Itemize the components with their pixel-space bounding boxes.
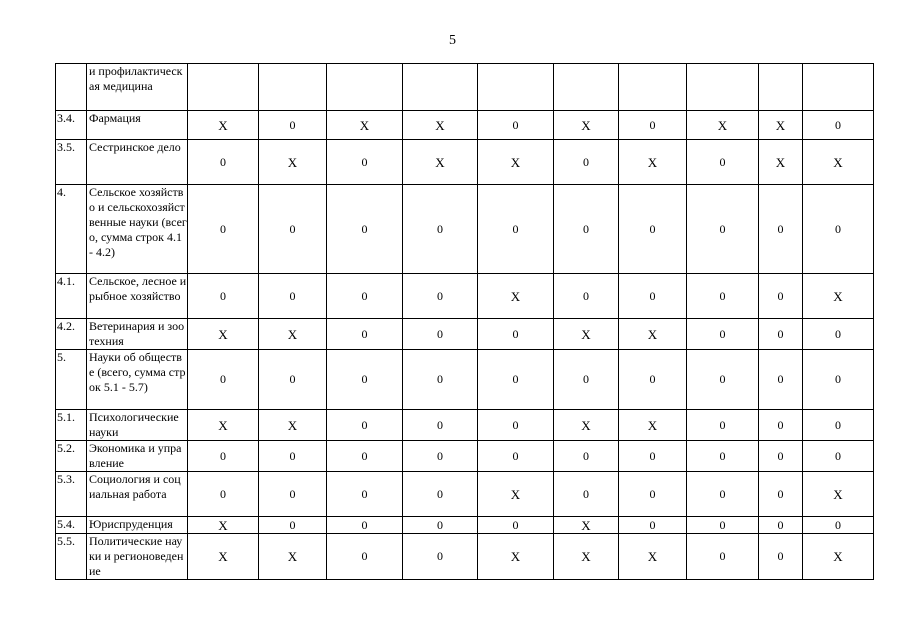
value-cell: X — [619, 410, 687, 441]
value-cell: 0 — [619, 111, 687, 140]
value-cell: 0 — [759, 441, 803, 472]
value-cell: 0 — [478, 517, 554, 534]
page-number: 5 — [449, 33, 456, 48]
value-cell: X — [188, 534, 259, 580]
value-cell: X — [554, 534, 619, 580]
value-cell: 0 — [259, 274, 327, 319]
value-cell: X — [803, 274, 874, 319]
value-cell: X — [803, 472, 874, 517]
value-cell: 0 — [759, 410, 803, 441]
value-cell: X — [478, 274, 554, 319]
value-cell — [759, 64, 803, 111]
value-cell: 0 — [687, 350, 759, 410]
value-cell: 0 — [327, 185, 403, 274]
value-cell: 0 — [327, 274, 403, 319]
value-cell: 0 — [687, 274, 759, 319]
value-cell: 0 — [327, 534, 403, 580]
value-cell: X — [188, 410, 259, 441]
value-cell: 0 — [619, 350, 687, 410]
value-cell: 0 — [687, 517, 759, 534]
row-name: Сестринское дело — [87, 140, 188, 185]
value-cell: 0 — [554, 472, 619, 517]
value-cell: X — [554, 111, 619, 140]
value-cell: 0 — [403, 410, 478, 441]
value-cell: 0 — [188, 441, 259, 472]
value-cell: X — [478, 472, 554, 517]
value-cell: 0 — [478, 441, 554, 472]
value-cell — [259, 64, 327, 111]
value-cell: X — [687, 111, 759, 140]
value-cell: 0 — [327, 441, 403, 472]
value-cell: 0 — [259, 350, 327, 410]
value-cell: 0 — [259, 111, 327, 140]
value-cell: X — [759, 140, 803, 185]
value-cell: 0 — [803, 517, 874, 534]
value-cell: 0 — [327, 350, 403, 410]
value-cell: 0 — [759, 185, 803, 274]
table-row — [56, 140, 874, 185]
table-row — [56, 350, 874, 410]
value-cell: X — [327, 111, 403, 140]
value-cell: X — [188, 319, 259, 350]
row-number: 5. — [56, 350, 87, 410]
value-cell — [403, 64, 478, 111]
value-cell: 0 — [687, 140, 759, 185]
value-cell: 0 — [327, 517, 403, 534]
row-name: Психологические науки — [87, 410, 188, 441]
row-name: Экономика и управление — [87, 441, 188, 472]
value-cell: X — [619, 140, 687, 185]
table-body — [56, 64, 874, 580]
row-number: 3.4. — [56, 111, 87, 140]
value-cell: 0 — [554, 185, 619, 274]
value-cell: 0 — [554, 350, 619, 410]
value-cell: 0 — [478, 350, 554, 410]
table-row — [56, 472, 874, 517]
row-number: 3.5. — [56, 140, 87, 185]
value-cell: 0 — [327, 472, 403, 517]
value-cell: 0 — [403, 472, 478, 517]
row-name: Науки об обществе (всего, сумма строк 5.1 - 5.7) — [87, 350, 188, 410]
value-cell: 0 — [619, 472, 687, 517]
value-cell: 0 — [619, 517, 687, 534]
value-cell: X — [478, 140, 554, 185]
value-cell: 0 — [259, 517, 327, 534]
value-cell: 0 — [759, 350, 803, 410]
value-cell: 0 — [759, 472, 803, 517]
value-cell: 0 — [687, 410, 759, 441]
value-cell: 0 — [478, 185, 554, 274]
value-cell: X — [554, 410, 619, 441]
row-name: Социология и социальная работа — [87, 472, 188, 517]
value-cell: 0 — [327, 410, 403, 441]
value-cell: X — [554, 517, 619, 534]
value-cell: 0 — [803, 319, 874, 350]
value-cell: 0 — [403, 534, 478, 580]
value-cell — [619, 64, 687, 111]
row-number: 4.1. — [56, 274, 87, 319]
value-cell: X — [403, 111, 478, 140]
table-row — [56, 410, 874, 441]
value-cell: X — [478, 534, 554, 580]
value-cell: X — [259, 410, 327, 441]
value-cell: 0 — [403, 274, 478, 319]
row-number — [56, 64, 87, 111]
value-cell: 0 — [478, 111, 554, 140]
value-cell: 0 — [687, 319, 759, 350]
row-name: Юриспруденция — [87, 517, 188, 534]
value-cell — [803, 64, 874, 111]
row-name: Сельское хозяйство и сельскохозяйственные науки (всего, сумма строк 4.1 - 4.2) — [87, 185, 188, 274]
row-number: 5.2. — [56, 441, 87, 472]
value-cell: 0 — [554, 441, 619, 472]
value-cell: 0 — [554, 274, 619, 319]
value-cell: 0 — [619, 185, 687, 274]
value-cell: 0 — [259, 185, 327, 274]
value-cell: 0 — [259, 441, 327, 472]
value-cell — [554, 64, 619, 111]
row-name: Сельское, лесное и рыбное хозяйство — [87, 274, 188, 319]
value-cell — [327, 64, 403, 111]
value-cell: 0 — [619, 441, 687, 472]
value-cell: 0 — [803, 111, 874, 140]
data-table — [55, 63, 874, 580]
row-number: 4.2. — [56, 319, 87, 350]
value-cell: 0 — [188, 140, 259, 185]
table-row — [56, 185, 874, 274]
value-cell: 0 — [687, 472, 759, 517]
value-cell: 0 — [403, 441, 478, 472]
row-number: 5.4. — [56, 517, 87, 534]
value-cell: 0 — [478, 410, 554, 441]
value-cell: 0 — [403, 350, 478, 410]
value-cell: 0 — [259, 472, 327, 517]
value-cell: 0 — [403, 319, 478, 350]
value-cell: 0 — [803, 185, 874, 274]
value-cell: 0 — [554, 140, 619, 185]
value-cell: 0 — [403, 185, 478, 274]
table-row — [56, 111, 874, 140]
table-row — [56, 319, 874, 350]
table-row — [56, 517, 874, 534]
value-cell: 0 — [687, 534, 759, 580]
value-cell: 0 — [759, 319, 803, 350]
table-row — [56, 441, 874, 472]
row-name: Политические науки и регионоведение — [87, 534, 188, 580]
value-cell: 0 — [687, 441, 759, 472]
value-cell: X — [188, 111, 259, 140]
value-cell: X — [259, 140, 327, 185]
row-number: 4. — [56, 185, 87, 274]
value-cell: 0 — [403, 517, 478, 534]
value-cell: X — [259, 319, 327, 350]
value-cell — [478, 64, 554, 111]
value-cell: 0 — [759, 274, 803, 319]
table-row — [56, 534, 874, 580]
value-cell: 0 — [687, 185, 759, 274]
value-cell: 0 — [803, 441, 874, 472]
value-cell: 0 — [188, 185, 259, 274]
row-number: 5.3. — [56, 472, 87, 517]
value-cell: X — [803, 534, 874, 580]
value-cell: 0 — [759, 517, 803, 534]
value-cell: X — [759, 111, 803, 140]
value-cell — [188, 64, 259, 111]
value-cell: X — [619, 319, 687, 350]
value-cell: 0 — [327, 319, 403, 350]
value-cell: 0 — [478, 319, 554, 350]
row-number: 5.5. — [56, 534, 87, 580]
row-name: Ветеринария и зоотехния — [87, 319, 188, 350]
value-cell: 0 — [759, 534, 803, 580]
value-cell: 0 — [327, 140, 403, 185]
row-name: и профилактическая медицина — [87, 64, 188, 111]
table-row — [56, 64, 874, 111]
value-cell: X — [188, 517, 259, 534]
value-cell: X — [619, 534, 687, 580]
value-cell: 0 — [188, 274, 259, 319]
value-cell: 0 — [188, 350, 259, 410]
value-cell: X — [403, 140, 478, 185]
value-cell: 0 — [619, 274, 687, 319]
value-cell: 0 — [803, 350, 874, 410]
value-cell: 0 — [188, 472, 259, 517]
value-cell: X — [554, 319, 619, 350]
value-cell: 0 — [803, 410, 874, 441]
table-row — [56, 274, 874, 319]
value-cell: X — [803, 140, 874, 185]
value-cell — [687, 64, 759, 111]
row-number: 5.1. — [56, 410, 87, 441]
value-cell: X — [259, 534, 327, 580]
row-name: Фармация — [87, 111, 188, 140]
